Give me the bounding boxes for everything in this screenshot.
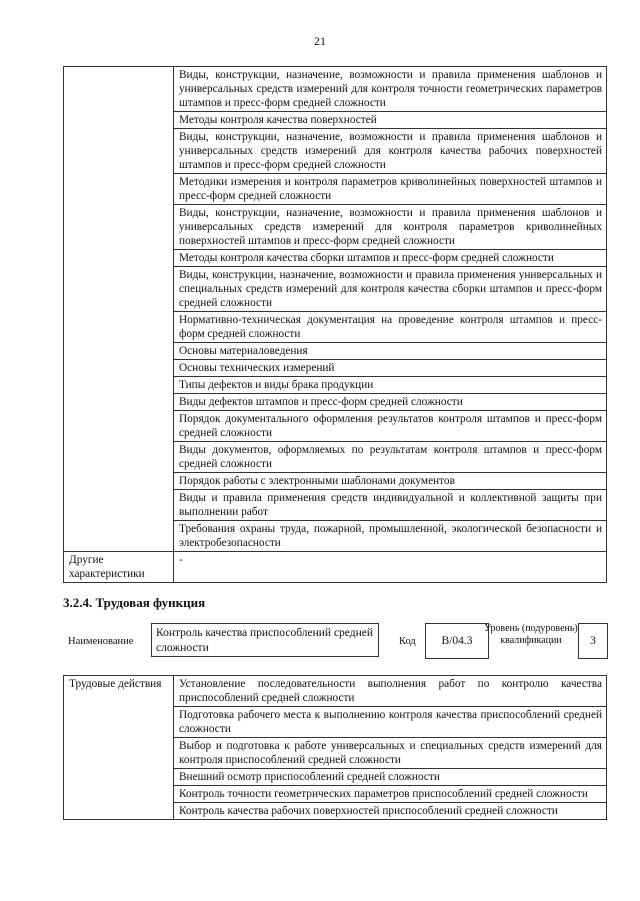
knowledge-item: Виды, конструкции, назначение, возможности и правила применения шаблонов и универсальных средств измерений для контроля качества рабочих поверхностей штампов и пресс-форм средней сложности bbox=[174, 129, 607, 174]
labor-action-item: Подготовка рабочего места к выполнению контроля качества приспособлений средней сложности bbox=[174, 707, 607, 738]
knowledge-item: Виды документов, оформляемых по результатам контроля штампов и пресс-форм средней сложности bbox=[174, 442, 607, 473]
labor-action-item: Контроль точности геометрических параметров приспособлений средней сложности bbox=[174, 786, 607, 803]
table-row bbox=[64, 67, 607, 112]
knowledge-item: Виды, конструкции, назначение, возможности и правила применения универсальных и специальных средств измерений для контроля качества сборки штампов и пресс-форм средней сложности bbox=[174, 267, 607, 312]
knowledge-item: Виды дефектов штампов и пресс-форм средней сложности bbox=[174, 394, 607, 411]
labor-action-item: Внешний осмотр приспособлений средней сложности bbox=[174, 769, 607, 786]
knowledge-item: Типы дефектов и виды брака продукции bbox=[174, 377, 607, 394]
labor-actions-label: Трудовые действия bbox=[64, 676, 174, 820]
table-row bbox=[64, 676, 607, 707]
code-label: Код bbox=[399, 636, 416, 647]
level-value: 3 bbox=[578, 623, 608, 659]
page-number: 21 bbox=[314, 34, 326, 48]
knowledge-item: Методы контроля качества поверхностей bbox=[174, 112, 607, 129]
knowledge-item: Нормативно-техническая документация на проведение контроля штампов и пресс-форм средней сложности bbox=[174, 312, 607, 343]
other-characteristics-label: Другие характеристики bbox=[64, 552, 174, 583]
knowledge-item: Основы технических измерений bbox=[174, 360, 607, 377]
knowledge-item: Виды и правила применения средств индивидуальной и коллективной защиты при выполнении работ bbox=[174, 490, 607, 521]
knowledge-item: Требования охраны труда, пожарной, промышленной, экологической безопасности и электробезопасности bbox=[174, 521, 607, 552]
knowledge-item: Виды, конструкции, назначение, возможности и правила применения шаблонов и универсальных средств измерений для контроля точности геометрических параметров штампов и пресс-форм средней сложности bbox=[174, 67, 607, 112]
name-label: Наименование bbox=[68, 636, 134, 647]
labor-action-item: Выбор и подготовка к работе универсальных и специальных средств измерений для контроля приспособлений средней сложности bbox=[174, 738, 607, 769]
labor-actions-table bbox=[63, 675, 607, 820]
row-label-empty bbox=[64, 67, 174, 552]
name-value: Контроль качества приспособлений средней сложности bbox=[151, 623, 379, 657]
other-characteristics-value: - bbox=[174, 552, 607, 583]
table-row bbox=[64, 552, 607, 583]
code-value: B/04.3 bbox=[425, 623, 489, 659]
labor-action-item: Установление последовательности выполнения работ по контролю качества приспособлений средней сложности bbox=[174, 676, 607, 707]
knowledge-item: Основы материаловедения bbox=[174, 343, 607, 360]
knowledge-item: Порядок работы с электронными шаблонами документов bbox=[174, 473, 607, 490]
knowledge-item: Виды, конструкции, назначение, возможности и правила применения шаблонов и универсальных средств измерений для контроля параметров криволинейных поверхностей штампов и пресс-форм средней сложности bbox=[174, 205, 607, 250]
knowledge-item: Порядок документального оформления результатов контроля штампов и пресс-форм средней сложности bbox=[174, 411, 607, 442]
function-name-row bbox=[63, 621, 607, 661]
section-heading: 3.2.4. Трудовая функция bbox=[63, 595, 206, 610]
knowledge-item: Методы контроля качества сборки штампов и пресс-форм средней сложности bbox=[174, 250, 607, 267]
labor-action-item: Контроль качества рабочих поверхностей приспособлений средней сложности bbox=[174, 803, 607, 820]
knowledge-item: Методики измерения и контроля параметров криволинейных поверхностей штампов и пресс-форм средней сложности bbox=[174, 174, 607, 205]
level-label: Уровень (подуровень) квалификации bbox=[484, 623, 578, 646]
knowledge-table bbox=[63, 66, 607, 583]
